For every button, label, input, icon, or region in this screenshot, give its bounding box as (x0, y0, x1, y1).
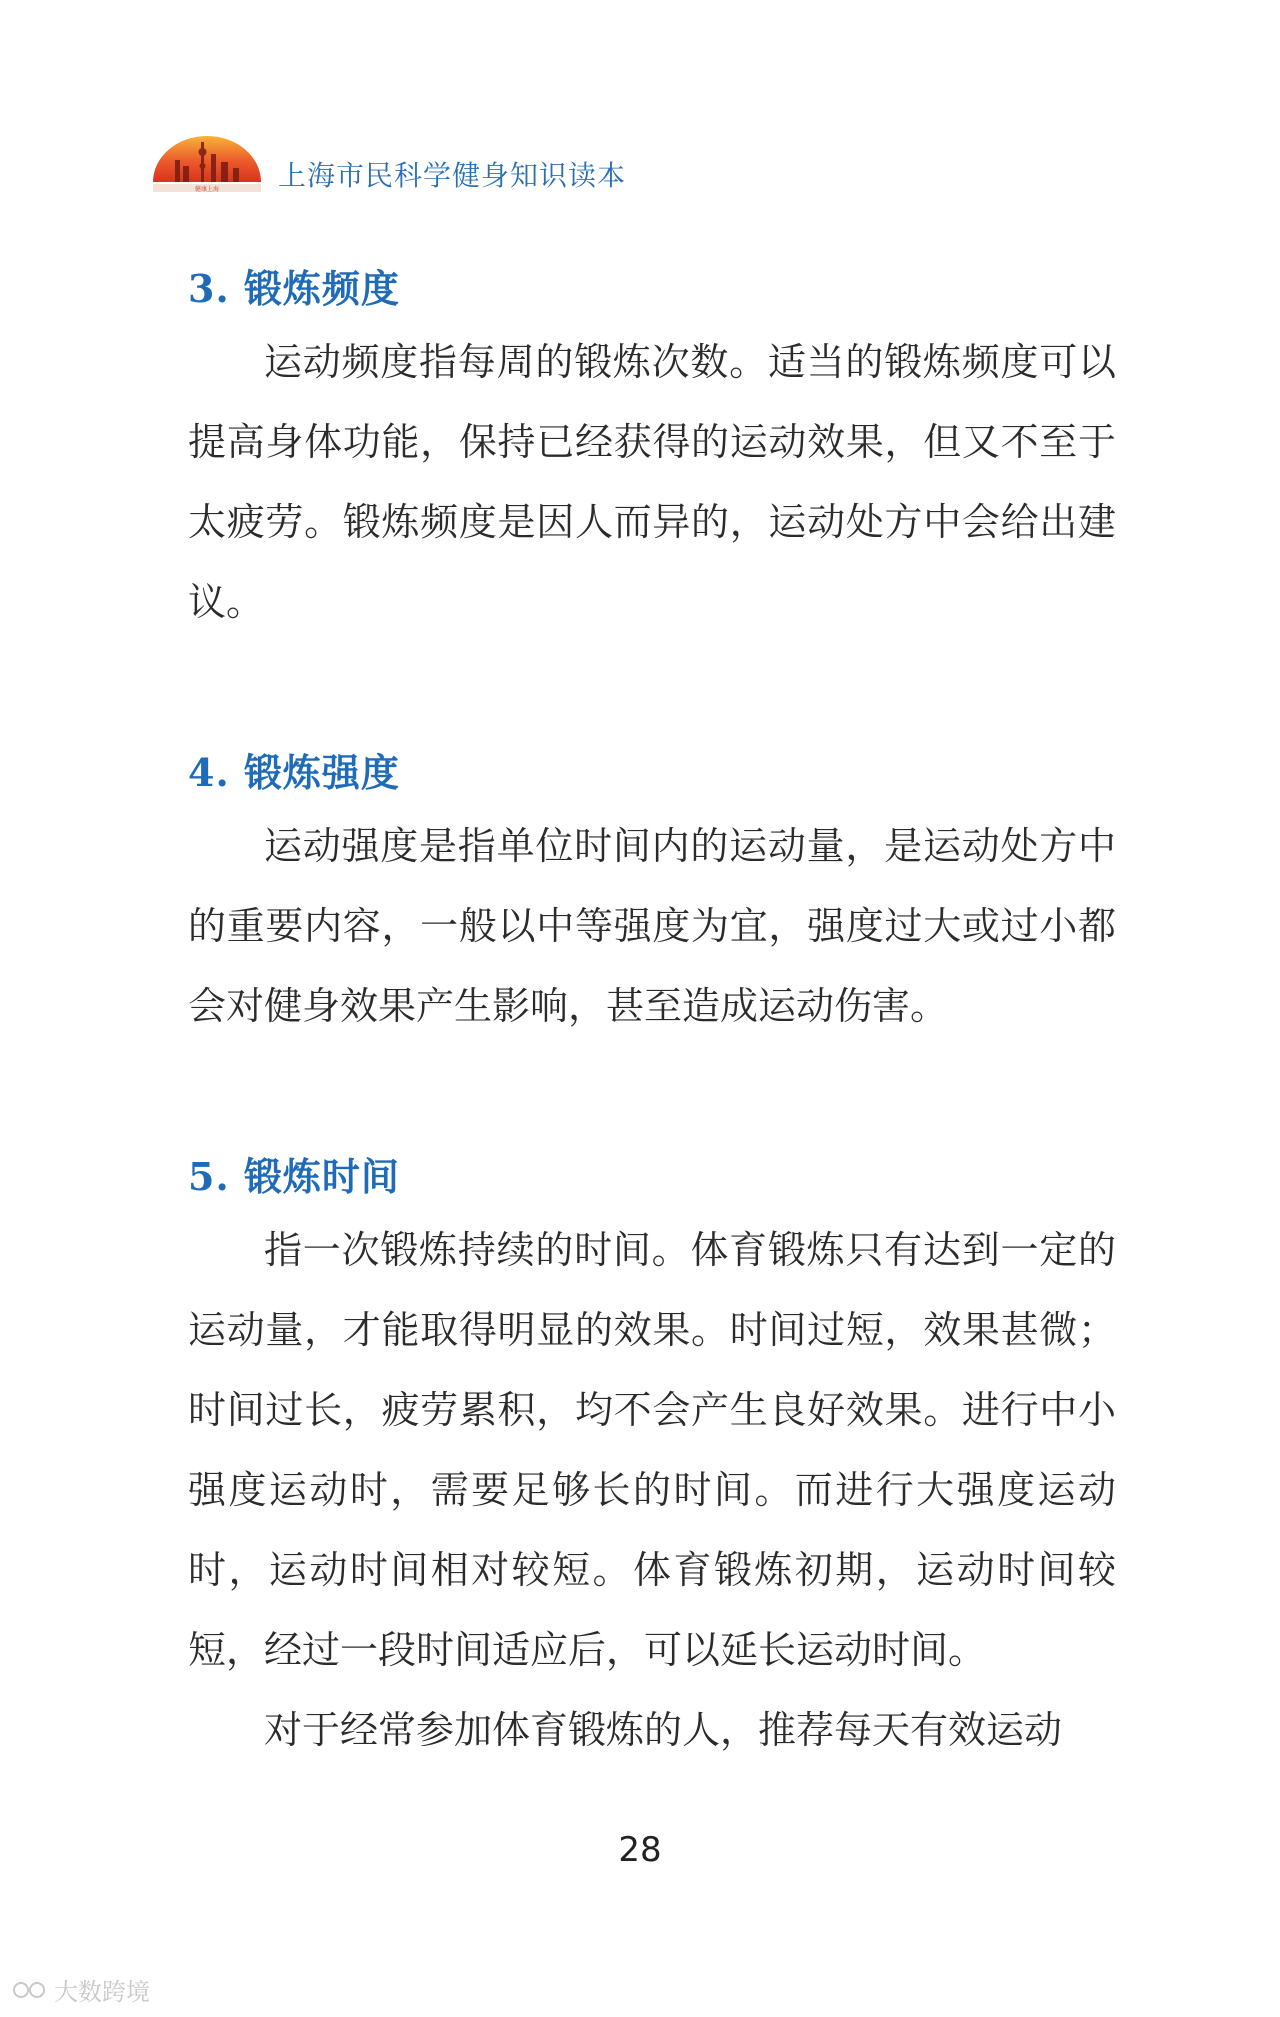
watermark-text: 大数跨境 (54, 1978, 150, 2006)
paragraph: 对于经常参加体育锻炼的人，推荐每天有效运动 (264, 1708, 1063, 1752)
section-title: 4. 锻炼强度 (188, 750, 400, 795)
health-shanghai-logo (145, 130, 270, 200)
page-header (145, 130, 626, 200)
header-title: 上海市民科学健身知识读本 (278, 159, 627, 192)
page-number: 28 (618, 1830, 662, 1870)
paragraph: 运动强度是指单位时间内的运动量，是运动处方中的重要内容，一般以中等强度为宜，强度过大或过小都会对健身效果产生影响，甚至造成运动伤害。 (188, 824, 1116, 1028)
section-title: 5. 锻炼时间 (188, 1154, 400, 1199)
watermark (12, 1972, 150, 2007)
section-title: 3. 锻炼频度 (188, 266, 400, 311)
watermark-icon (12, 1979, 48, 2001)
paragraph: 指一次锻炼持续的时间。体育锻炼只有达到一定的运动量，才能取得明显的效果。时间过短，效果甚微；时间过长，疲劳累积，均不会产生良好效果。进行中小强度运动时，需要足够长的时间。而进行大强度运动时，运动时间相对较短。体育锻炼初期，运动时间较短，经过一段时间适应后，可以延长运动时间。 (188, 1228, 1116, 1672)
logo-text: 健康上海 (194, 186, 220, 193)
paragraph: 运动频度指每周的锻炼次数。适当的锻炼频度可以提高身体功能，保持已经获得的运动效果，但又不至于太疲劳。锻炼频度是因人而异的，运动处方中会给出建议。 (188, 340, 1116, 624)
